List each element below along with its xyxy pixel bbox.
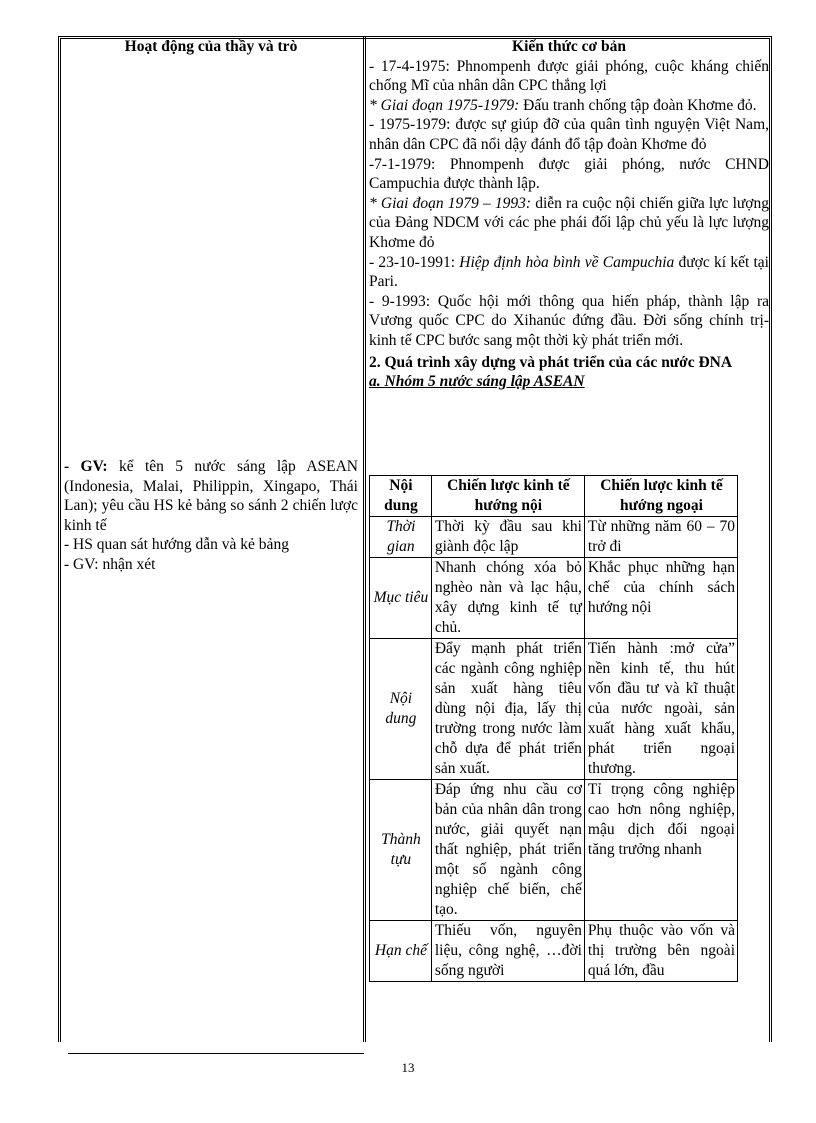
teacher-student-activities bbox=[64, 457, 358, 575]
inward-strategy-cell: Thời kỳ đầu sau khi giành độc lập bbox=[431, 517, 584, 558]
paragraph-post: diễn ra cuộc nội chiến giữa lực lượng của Đảng NDCM với các phe phái đối lập chủ yếu là lực lượng Khơme đỏ bbox=[369, 194, 770, 251]
gv-comment: - GV: nhận xét bbox=[64, 555, 156, 573]
paragraph-post: Đấu tranh chống tập đoàn Khơme đỏ. bbox=[519, 96, 757, 114]
table-row bbox=[370, 639, 738, 780]
right-column bbox=[369, 37, 769, 392]
right-column-header: Kiến thức cơ bản bbox=[512, 38, 626, 55]
knowledge-paragraph bbox=[369, 253, 769, 292]
table-row bbox=[370, 517, 738, 558]
table-header-cell: Nội dung bbox=[370, 476, 432, 517]
outward-strategy-cell: Tiến hành :mở cửa” nền kinh tế, thu hút vốn đầu tư và kĩ thuật của nước ngoài, sản xuất hàng xuất khẩu, phát triển ngoại thương. bbox=[584, 639, 737, 780]
paragraph-pre: -7-1-1979: Phnompenh được giải phóng, nước CHND Campuchia được thành lập. bbox=[369, 155, 769, 193]
paragraph-pre: - 9-1993: Quốc hội mới thông qua hiến pháp, thành lập ra Vương quốc CPC do Xihanúc đứng đầu. Đời sống chính trị-kinh tế CPC bước sang một thời kỳ phát triển mới. bbox=[369, 292, 769, 349]
inward-strategy-cell: Đáp ứng nhu cầu cơ bản của nhân dân trong nước, giải quyết nạn thất nghiệp, phát triển một số ngành công nghiệp chế biến, chế tạo. bbox=[431, 780, 584, 921]
knowledge-paragraph bbox=[369, 292, 769, 351]
paragraph-pre: - 1975-1979: được sự giúp đỡ của quân tình nguyện Việt Nam, nhân dân CPC đã nổi dậy đánh đổ tập đoàn Khơme đỏ bbox=[369, 116, 769, 153]
paragraph-em: * Giai đoạn 1979 – 1993: bbox=[369, 194, 532, 212]
left-column bbox=[64, 37, 358, 57]
knowledge-paragraph bbox=[369, 155, 769, 194]
paragraph-em: * Giai đoạn 1975-1979: bbox=[369, 96, 520, 114]
outward-strategy-cell: Phụ thuộc vào vốn và thị trường bên ngoài quá lớn, đầu bbox=[584, 921, 737, 982]
inward-strategy-cell: Nhanh chóng xóa bỏ nghèo nàn và lạc hậu, xây dựng kinh tế tự chủ. bbox=[431, 558, 584, 639]
knowledge-paragraph bbox=[369, 194, 769, 253]
table-row bbox=[370, 780, 738, 921]
table-header-cell: Chiến lược kinh tế hướng ngoại bbox=[584, 476, 737, 517]
table-header-row bbox=[370, 476, 738, 517]
strategy-comparison-table bbox=[369, 475, 738, 982]
gv-text: kể tên 5 nước sáng lập ASEAN (Indonesia, Malai, Philippin, Xingapo, Thái Lan); yêu cầu HS kẻ bảng so sánh 2 chiến lược kinh tế bbox=[64, 458, 358, 534]
gv-label: - GV: bbox=[64, 458, 108, 475]
paragraph-pre: - 17-4-1975: Phnompenh được giải phóng, cuộc kháng chiến chống Mĩ của nhân dân CPC thắng lợi bbox=[369, 57, 769, 95]
knowledge-paragraphs bbox=[369, 57, 769, 351]
row-label-cell: Hạn chế bbox=[370, 921, 432, 982]
page-number: 13 bbox=[401, 1060, 415, 1075]
knowledge-paragraph bbox=[369, 96, 769, 116]
column-divider bbox=[363, 36, 366, 1042]
table-row bbox=[370, 921, 738, 982]
hs-instruction: - HS quan sát hướng dẫn và kẻ bảng bbox=[64, 536, 289, 554]
paragraph-pre: - 23-10-1991: bbox=[369, 253, 460, 271]
section-2-heading: 2. Quá trình xây dựng và phát triển của các nước ĐNA bbox=[369, 353, 733, 371]
knowledge-paragraph bbox=[369, 57, 769, 96]
table-row bbox=[370, 558, 738, 639]
inward-strategy-cell: Thiếu vốn, nguyên liệu, công nghệ, …đời sống người bbox=[431, 921, 584, 982]
outward-strategy-cell: Tỉ trọng công nghiệp cao hơn nông nghiệp, mậu dịch đối ngoại tăng trưởng nhanh bbox=[584, 780, 737, 921]
paragraph-em: Hiệp định hòa bình về Campuchia bbox=[459, 253, 675, 271]
row-label-cell: Thời gian bbox=[370, 517, 432, 558]
table-header-cell: Chiến lược kinh tế hướng nội bbox=[431, 476, 584, 517]
left-column-header: Hoạt động của thầy và trò bbox=[124, 38, 298, 55]
footnote-separator bbox=[68, 1053, 364, 1054]
knowledge-paragraph bbox=[369, 115, 769, 154]
row-label-cell: Thành tựu bbox=[370, 780, 432, 921]
row-label-cell: Mục tiêu bbox=[370, 558, 432, 639]
outward-strategy-cell: Khắc phục những hạn chế của chính sách hướng nội bbox=[584, 558, 737, 639]
table-body bbox=[370, 517, 738, 982]
gv-instruction bbox=[64, 457, 358, 535]
inward-strategy-cell: Đẩy mạnh phát triển các ngành công nghiệp sản xuất hàng tiêu dùng nội địa, lấy thị trường trong nước làm chỗ dựa để phát triển sản xuất. bbox=[431, 639, 584, 780]
paragraph-post: được kí kết tại Pari. bbox=[369, 253, 769, 291]
row-label-cell: Nội dung bbox=[370, 639, 432, 780]
subsection-a-heading: a. Nhóm 5 nước sáng lập ASEAN bbox=[369, 373, 585, 391]
outward-strategy-cell: Từ những năm 60 – 70 trở đi bbox=[584, 517, 737, 558]
